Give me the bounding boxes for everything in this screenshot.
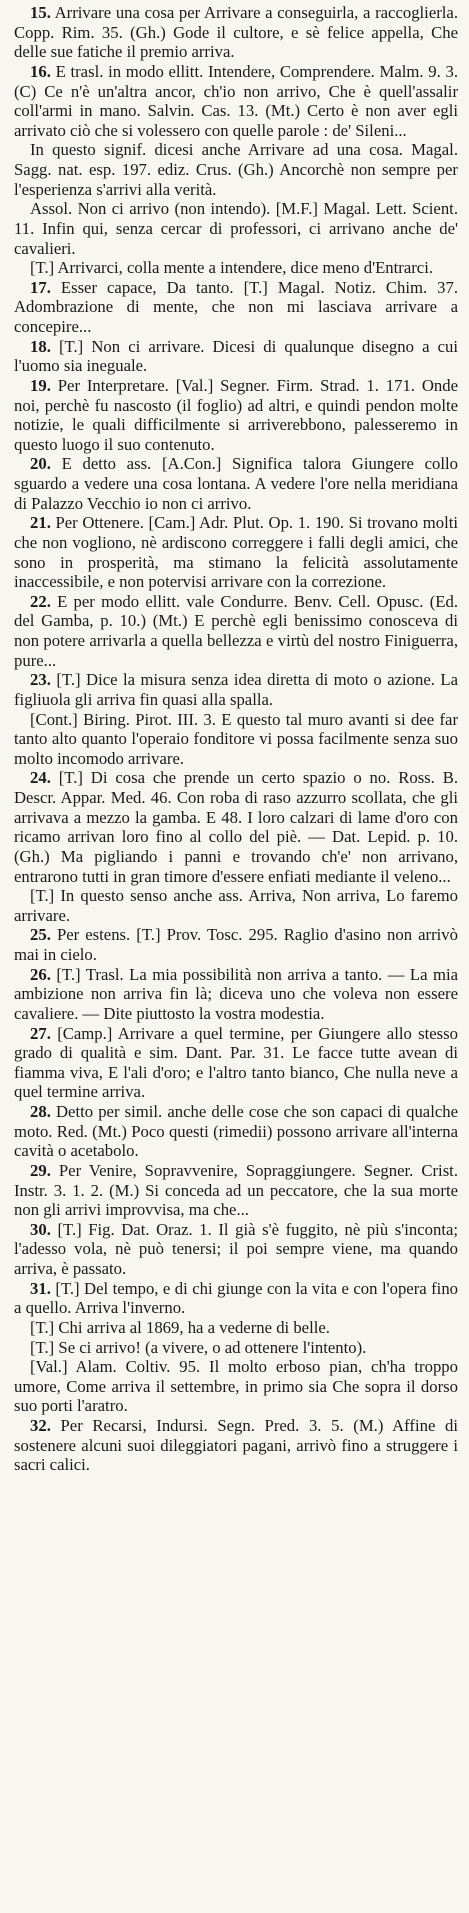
entry-text: [T.] Non ci arrivare. Dicesi di qualunque disegno a cui l'uomo sia ineguale. — [14, 336, 458, 376]
entry-text: Per estens. [T.] Prov. Tosc. 295. Raglio d'asino non arrivò mai in cielo. — [14, 925, 458, 964]
entry-number: 21. — [30, 513, 51, 533]
entry-text: Per Recarsi, Indursi. Segn. Pred. 3. 5. (M.) Affine di sostenere alcuni suoi dileggiatori pagani, arrivò fino a struggere i sacri calici. — [14, 1416, 458, 1475]
entry-29 — [14, 1161, 458, 1220]
entry-number: 26. — [30, 964, 51, 984]
entry-text: [Camp.] Arrivare a quel termine, per Giungere allo stesso grado di qualità e sim. Dant. Par. 31. Le facce tutte avean di fiamma viva, E l'ali d'oro; e l'altro tanto bianco, Che nulla neve a quel termine arriva. — [14, 1023, 459, 1102]
entry-text: In questo signif. dicesi anche Arrivare ad una cosa. Magal. Sagg. nat. esp. 197. ediz. Crus. (Gh.) Ancorchè non sempre per l'esperienza s'arrivi alla verità. — [14, 140, 458, 199]
entry-number: 32. — [30, 1416, 51, 1435]
entry-number: 28. — [30, 1102, 51, 1121]
entry-15 — [14, 3, 458, 62]
entry-text: [T.] Del tempo, e di chi giunge con la vita e con l'opera fino a quello. Arriva l'inverno. — [14, 1278, 459, 1318]
entry-text: [Cont.] Biring. Pirot. III. 3. E questo tal muro avanti si dee far tanto alto quanto l'operaio fonditore vi possa facilmente senza suo molto incomodo arrivare. — [14, 709, 458, 768]
entry-number: 30. — [30, 1219, 51, 1239]
entry-text: [T.] Arrivarci, colla mente a intendere, dice meno d'Entrarci. — [30, 258, 434, 278]
entry-17 — [14, 278, 458, 337]
entry-22 — [14, 592, 458, 671]
entry-31-sub-alam — [14, 1357, 458, 1416]
entry-text: E per modo ellitt. vale Condurre. Benv. Cell. Opusc. (Ed. del Gamba, p. 10.) (Mt.) E perchè egli benissimo conosceva di non potere arrivarla a quella bellezza e virtù del nostro Finiguerra, pure... — [14, 591, 458, 670]
entry-text: [T.] Se ci arrivo! (a vivere, o ad ottenere l'intento). — [30, 1337, 367, 1357]
entry-32 — [14, 1416, 458, 1475]
entry-21 — [14, 513, 458, 592]
entry-16-sub-arrivarci — [14, 258, 458, 278]
entry-text: Per Venire, Sopravvenire, Sopraggiungere. Segner. Crist. Instr. 3. 1. 2. (M.) Si conceda ad un peccatore, che la sua morte non gli arrivi improvvisa, ma che... — [14, 1160, 458, 1220]
entry-text: Esser capace, Da tanto. [T.] Magal. Notiz. Chim. 37. Adombrazione di mente, che non mi lasciava arrivare a concepire... — [14, 277, 459, 336]
entry-number: 20. — [30, 454, 51, 474]
entry-19 — [14, 376, 458, 455]
entry-number: 24. — [30, 768, 51, 788]
entry-number: 16. — [30, 61, 51, 81]
entry-26 — [14, 965, 458, 1024]
entry-25 — [14, 925, 458, 964]
entry-number: 22. — [30, 591, 51, 611]
entry-31-sub-1869 — [14, 1318, 458, 1338]
entry-text: [T.] Dice la misura senza idea diretta di moto o azione. La figliuola gli arriva fin quasi alla spalla. — [14, 670, 459, 709]
entry-24 — [14, 768, 458, 886]
entry-text: [T.] Trasl. La mia possibilità non arriva a tanto. — La mia ambizione non arriva fin là; diceva uno che voleva non essere cavaliere. — Dite piuttosto la vostra modestia. — [14, 964, 458, 1023]
entry-18 — [14, 337, 458, 376]
entry-31 — [14, 1279, 458, 1318]
entry-20 — [14, 454, 458, 513]
entry-text: E trasl. in modo ellitt. Intendere, Comprendere. Malm. 9. 3. (C) Ce n'è un'altra ancor, ch'io non arrivo, Che è quell'assalir coll'armi in mano. Salvin. Cas. 13. (Mt.) Certo è non aver egli arrivato ciò che si volessero con quelle parole : de' Sileni... — [14, 61, 459, 140]
entry-text: [T.] In questo senso anche ass. Arriva, Non arriva, Lo faremo arrivare. — [14, 886, 458, 925]
entry-number: 25. — [30, 925, 51, 945]
entry-number: 17. — [30, 277, 51, 297]
entry-text: [T.] Fig. Dat. Oraz. 1. Il già s'è fuggito, nè più s'inconta; l'adesso vola, nè può tenersi; il poi sempre viene, ma quando arriva, è passato. — [14, 1219, 458, 1278]
entry-text: [T.] Chi arriva al 1869, ha a vederne di belle. — [30, 1317, 330, 1337]
entry-16-sub-signif — [14, 140, 458, 199]
entry-28 — [14, 1102, 458, 1161]
entry-number: 18. — [30, 336, 51, 356]
entry-text: E detto ass. [A.Con.] Significa talora Giungere collo sguardo a vedere una cosa lontana. A vedere l'ore nella meridiana di Palazzo Vecchio io non ci arrivo. — [14, 454, 458, 513]
entry-number: 19. — [30, 375, 51, 395]
entry-text: Assol. Non ci arrivo (non intendo). [M.F.] Magal. Lett. Scient. 11. Infin qui, senza cercar di professori, ci arrivano anche de' cavalieri. — [14, 199, 458, 258]
entry-16-sub-assol — [14, 199, 458, 258]
entry-23 — [14, 670, 458, 709]
entry-30 — [14, 1220, 458, 1279]
entry-number: 23. — [30, 670, 51, 690]
entry-text: [Val.] Alam. Coltiv. 95. Il molto erboso pian, ch'ha troppo umore, Come arriva il settembre, in primo sia Che sopra il dorso suo porti l'aratro. — [14, 1357, 458, 1416]
entry-27 — [14, 1024, 458, 1103]
entry-text: Per Ottenere. [Cam.] Adr. Plut. Op. 1. 190. Si trovano molti che non vogliono, nè ardiscono correggere i falli degli amici, che sono in prosperità, ma stimano la felicità assolutamente inaccessibile, e non potervisi arrivare con la correzione. — [14, 513, 458, 592]
entry-text: [T.] Di cosa che prende un certo spazio o no. Ross. B. Descr. Appar. Med. 46. Con roba di raso azzurro scollata, che gli arrivava a mezzo la gamba. E 48. I loro calzari di lame d'oro con ricamo arrivan loro fino al collo del piè. — Dat. Lepid. p. 10. (Gh.) Ma pigliando i panni e trovando ch'e' non arrivano, entrarono tutti in gran timore d'essere enfiati mediante il veleno... — [14, 768, 459, 886]
entry-number: 15. — [30, 3, 51, 22]
entry-text: Per Interpretare. [Val.] Segner. Firm. Strad. 1. 171. Onde noi, perchè fu nascosto (il foglio) ad altri, e quindi pendon molte notizie, le quali difficilmente si arriverebbono, palesseremo in questo luogo il suo contenuto. — [14, 375, 459, 454]
entry-31-sub-arrivo — [14, 1338, 458, 1358]
entry-number: 27. — [30, 1023, 51, 1043]
entry-text: Detto per simil. anche delle cose che son capaci di qualche moto. Red. (Mt.) Poco questi (rimedii) possono arrivare all'interna cavità o acetabolo. — [14, 1102, 459, 1161]
entry-23-sub-cont — [14, 710, 458, 769]
entry-number: 31. — [30, 1278, 51, 1298]
entry-number: 29. — [30, 1160, 51, 1180]
entry-24-sub-ass — [14, 886, 458, 925]
entry-16 — [14, 62, 458, 141]
entry-text: Arrivare una cosa per Arrivare a conseguirla, a raccoglierla. Copp. Rim. 35. (Gh.) Gode il cultore, e sè felice appella, Che delle sue fatiche il premio arriva. — [14, 3, 458, 62]
